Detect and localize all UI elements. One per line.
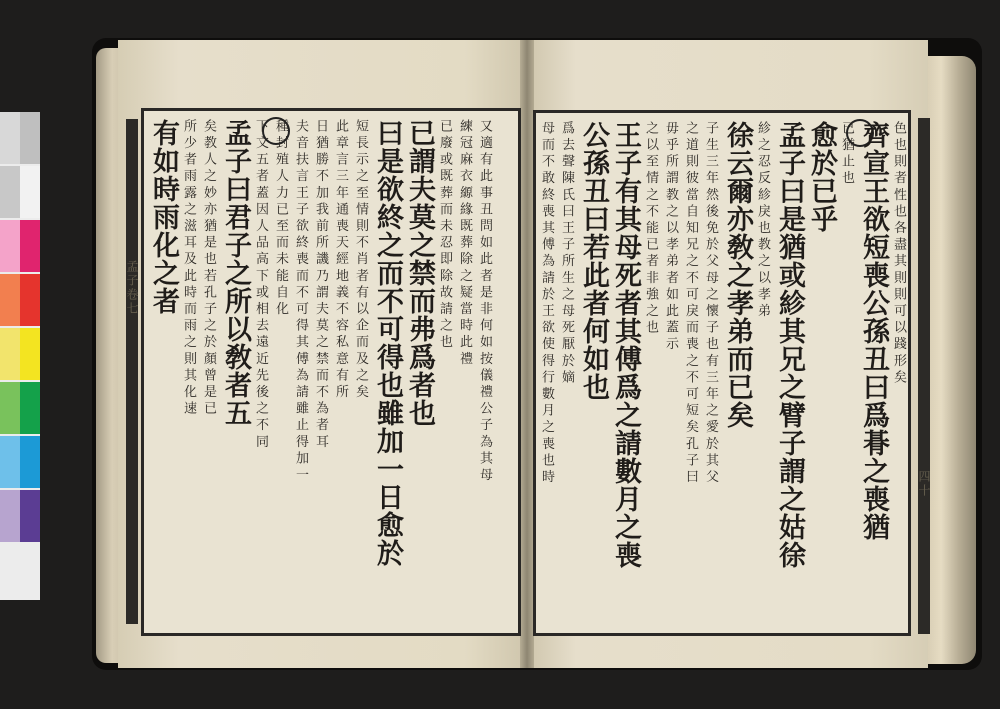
commentary-column: 短長示之至情則不肖者有以企而及之矣 xyxy=(353,119,368,402)
commentary-column: 練冠麻衣縓緣既葬除之疑當時此禮 xyxy=(457,119,472,368)
commentary-column: 此章言三年通喪天經地義不容私意有所 xyxy=(333,119,348,402)
commentary-column: 之以至情之不能已者非強之也 xyxy=(643,121,658,337)
commentary-column: 已廢或既葬而未忍即除故請之也 xyxy=(437,119,452,352)
main-text-column: 有如時雨化之者 xyxy=(148,119,179,315)
swatch xyxy=(20,220,40,272)
swatch xyxy=(20,436,40,488)
commentary-column: 已猶止也 xyxy=(839,121,854,188)
swatch xyxy=(20,274,40,326)
swatch xyxy=(0,436,20,488)
book-gutter xyxy=(520,40,534,668)
margin-bar xyxy=(126,119,138,624)
swatch xyxy=(0,166,20,218)
swatch xyxy=(20,112,40,164)
main-text-column: 已謂夫莫之禁而弗爲者也 xyxy=(404,119,435,427)
swatch xyxy=(0,220,20,272)
main-text-column: 公孫丑曰若此者何如也 xyxy=(578,121,609,401)
commentary-column: 母而不敢終喪其傅為請於王欲使得行數月之喪也時 xyxy=(539,121,554,487)
commentary-column: 下文五者蓋因人品高下或相去遠近先後之不同 xyxy=(253,119,268,451)
main-text-column: 孟子曰君子之所以敎者五 xyxy=(220,119,251,427)
main-text-column: 孟子曰是猶或紾其兄之臂子謂之姑徐 xyxy=(774,121,805,569)
color-calibration-strip xyxy=(0,112,40,600)
main-text-column: 愈於已乎 xyxy=(806,121,837,233)
swatch xyxy=(20,328,40,380)
right-margin-label: 四十 xyxy=(917,470,931,498)
right-text-frame xyxy=(533,110,911,636)
swatch xyxy=(0,112,20,164)
commentary-column: 所少者雨露之滋耳及此時而雨之則其化速 xyxy=(181,119,196,418)
main-text-column: 曰是欲終之而不可得也雖加一日愈於 xyxy=(372,119,403,567)
swatch xyxy=(0,382,20,434)
main-text-column: 齊宣王欲短喪公孫丑曰爲朞之喪猶 xyxy=(858,121,889,541)
commentary-column: 又適有此事丑問如此者是非何如按儀禮公子為其母 xyxy=(477,119,492,485)
margin-bar xyxy=(918,118,930,634)
main-text-column: 王子有其母死者其傅爲之請數月之喪 xyxy=(610,121,641,569)
swatch xyxy=(20,490,40,542)
left-text-frame xyxy=(141,108,521,636)
commentary-column: 矣教人之妙亦猶是也若孔子之於顏曾是已 xyxy=(201,119,216,418)
commentary-column: 之道則彼當自知兄之不可戾而喪之不可短矣孔子曰 xyxy=(683,121,698,487)
swatch xyxy=(0,490,20,542)
swatch xyxy=(20,382,40,434)
commentary-column: 種封殖人力已至而未能自化 xyxy=(273,119,288,319)
commentary-column: 爲去聲陳氏曰王子所生之母死厭於嫡 xyxy=(559,121,574,387)
swatch xyxy=(0,328,20,380)
commentary-column: 夫音扶言王子欲終喪而不可得其傅為請雖止得加一 xyxy=(293,119,308,485)
commentary-column: 色也則者性也各盡其則則可以踐形矣 xyxy=(891,121,906,387)
main-text-column: 徐云爾亦敎之孝弟而已矣 xyxy=(722,121,753,429)
commentary-column: 毋乎所謂教之以孝弟者如此蓋示 xyxy=(663,121,678,354)
swatch xyxy=(20,166,40,218)
swatch xyxy=(0,274,20,326)
commentary-column: 日猶勝不加我前所譏乃謂夫莫之禁而不為者耳 xyxy=(313,119,328,451)
left-margin-label: 孟子卷七 xyxy=(125,260,139,316)
commentary-column: 子生三年然後免於父母之懷子也有三年之愛於其父 xyxy=(703,121,718,487)
commentary-column: 紾之忍反紾戾也教之以孝弟 xyxy=(755,121,770,321)
